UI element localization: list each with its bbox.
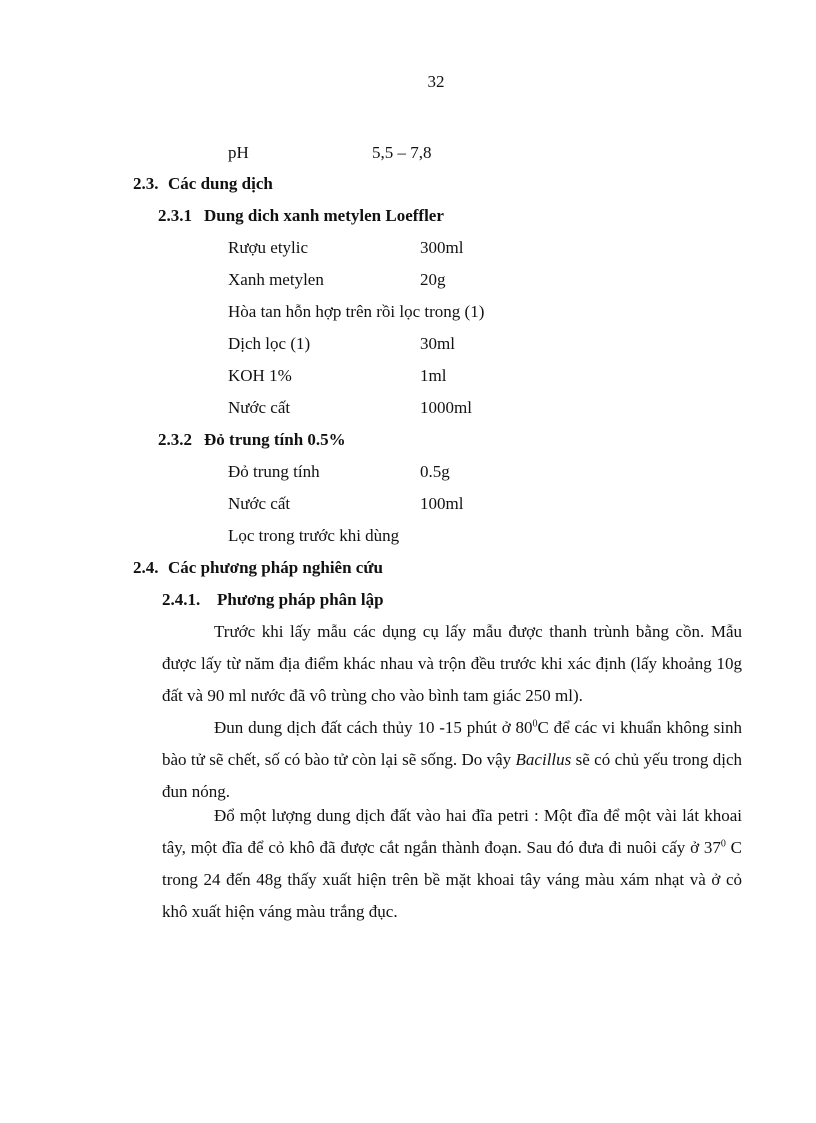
section-2-3-2-title: Đỏ trung tính 0.5% xyxy=(204,430,346,449)
ph-label: pH xyxy=(228,143,249,162)
paragraph-heating-text-a: Đun dung dịch đất cách thủy 10 -15 phút ở 80 xyxy=(214,718,533,737)
ingredient-value: 1000ml xyxy=(420,398,472,417)
ph-value: 5,5 – 7,8 xyxy=(372,143,432,162)
paragraph-culture-text-a: Đổ một lượng dung dịch đất vào hai đĩa petri : Một đĩa để một vài lát khoai tây, một đĩa để cỏ khô đã được cắt ngắn thành đoạn. Sau đó đưa đi nuôi cấy ở 37 xyxy=(162,806,742,857)
ingredient-value: 30ml xyxy=(420,334,455,353)
section-2-4-1-title: Phương pháp phân lập xyxy=(217,590,384,609)
superscript-degree: 0 xyxy=(720,838,726,850)
ingredient-value: 100ml xyxy=(420,494,464,513)
ingredient-label: Xanh metylen xyxy=(228,270,324,289)
ingredient-value: 300ml xyxy=(420,238,464,257)
paragraph-sampling xyxy=(162,616,742,712)
ingredient-label: KOH 1% xyxy=(228,366,292,385)
section-2-3-title: Các dung dịch xyxy=(168,174,273,193)
instruction-text: Lọc trong trước khi dùng xyxy=(228,526,400,545)
paragraph-heating-text-b: C để các vi khuẩn không sinh bào tử sẽ chết, số có bào tử còn lại sẽ sống. Do vậy xyxy=(162,718,742,769)
ingredient-value: 1ml xyxy=(420,366,447,385)
paragraph-sampling-text: Trước khi lấy mẫu các dụng cụ lấy mẫu được thanh trùnh bằng cồn. Mẫu được lấy từ năm địa điểm khác nhau và trộn đều trước khi xác định (lấy khoảng 10g đất và 90 ml nước đã vô trùng cho vào bình tam giác 250 ml). xyxy=(162,622,742,705)
section-2-4-1-number: 2.4.1. xyxy=(162,590,201,609)
section-2-3-2-number: 2.3.2 xyxy=(158,430,192,449)
ingredient-label: Nước cất xyxy=(228,494,291,513)
section-2-3-1-title: Dung dich xanh metylen Loeffler xyxy=(204,206,444,225)
ingredient-label: Nước cất xyxy=(228,398,291,417)
ingredient-value: 0.5g xyxy=(420,462,450,481)
instruction-text: Hòa tan hỗn hợp trên rồi lọc trong (1) xyxy=(228,302,485,321)
bacillus-italic: Bacillus xyxy=(515,750,572,769)
ingredient-label: Rượu etylic xyxy=(228,238,309,257)
paragraph-heating xyxy=(162,712,742,808)
ingredient-label: Đỏ trung tính xyxy=(228,462,320,481)
ingredient-value: 20g xyxy=(420,270,446,289)
section-2-4-number: 2.4. xyxy=(133,558,159,577)
superscript-degree: 0 xyxy=(532,718,538,730)
section-2-3-number: 2.3. xyxy=(133,174,159,193)
section-2-3-1-number: 2.3.1 xyxy=(158,206,192,225)
section-2-4-title: Các phương pháp nghiên cứu xyxy=(168,558,383,577)
paragraph-culture xyxy=(162,800,742,928)
ingredient-label: Dịch lọc (1) xyxy=(228,334,311,353)
page-number: 32 xyxy=(427,72,445,91)
paragraph-heating-text-c: sẽ có chủ yếu trong dịch đun nóng. xyxy=(162,750,742,801)
paragraph-culture-text-b: C trong 24 đến 48g thấy xuất hiện trên bề mặt khoai tây váng màu xám nhạt và ở cỏ khô xuất hiện váng màu trắng đục. xyxy=(162,838,742,921)
